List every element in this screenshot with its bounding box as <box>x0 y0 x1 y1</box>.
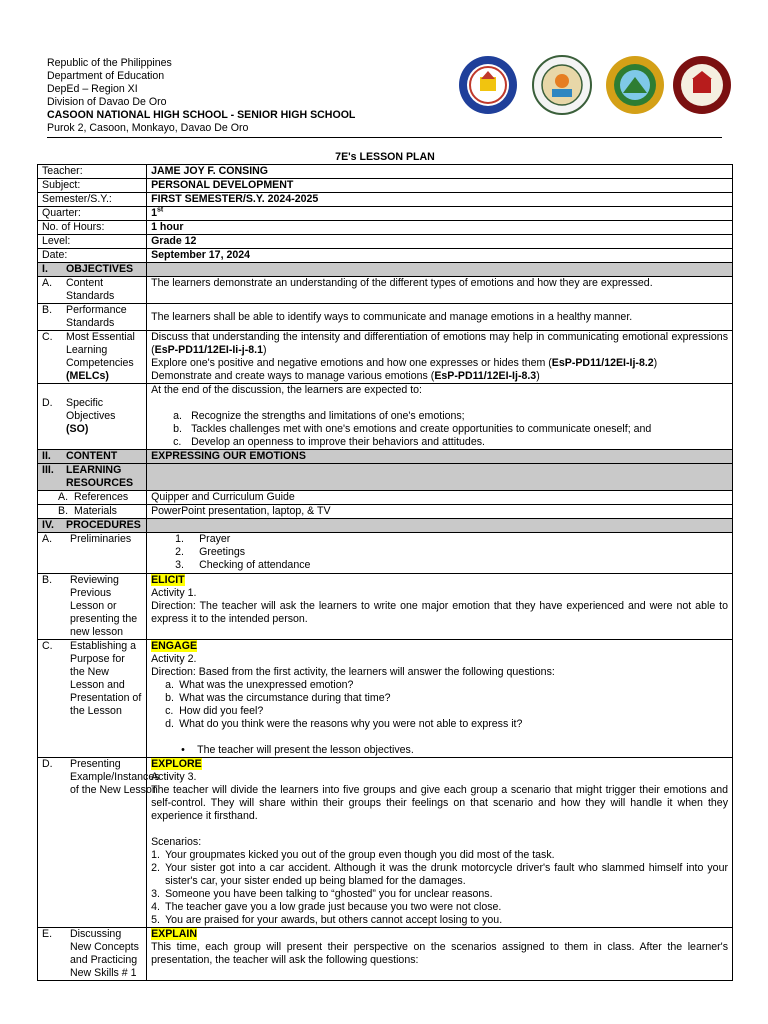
melc-1: Discuss that understanding the intensity and differentiation of emotions may help in communicating emotional expressions (EsP-PD11/12EI-Ii-j-8.1) <box>151 331 728 356</box>
lesson-plan-table <box>37 164 733 981</box>
list-item: 1. Prayer <box>175 533 231 545</box>
activity-label: Activity 1. <box>151 587 197 599</box>
row-label: C. Establishing a Purpose for the New Lesson and Presentation of the Lesson <box>38 640 147 758</box>
header-text <box>47 57 355 135</box>
section-heading: IV. PROCEDURES <box>38 519 147 533</box>
section-heading-blank <box>147 263 733 277</box>
list-item: a. What was the unexpressed emotion? <box>165 679 354 691</box>
scenarios-label: Scenarios: <box>151 836 202 848</box>
header-school: CASOON NATIONAL HIGH SCHOOL - SENIOR HIGH SCHOOL <box>47 109 356 121</box>
section-header-resources <box>38 464 733 491</box>
table-row-materials <box>38 505 733 519</box>
info-label: Level: <box>38 235 147 249</box>
info-value: JAME JOY F. CONSING <box>147 165 733 179</box>
row-label: A. References <box>38 491 147 505</box>
section-heading: III. LEARNING RESOURCES <box>38 464 147 491</box>
row-label: E. Discussing New Concepts and Practicing New Skills # 1 <box>38 928 147 981</box>
row-label: A. Preliminaries <box>38 533 147 574</box>
row-label: B. Performance Standards <box>38 304 147 331</box>
header-department: Department of Education <box>47 70 165 82</box>
melc-3: Demonstrate and create ways to manage various emotions (EsP-PD11/12EI-Ij-8.3) <box>151 370 540 382</box>
activity-label: Activity 2. <box>151 653 197 665</box>
table-row-preliminaries <box>38 533 733 574</box>
table-row-semester <box>38 193 733 207</box>
info-label: No. of Hours: <box>38 221 147 235</box>
row-content: Quipper and Curriculum Guide <box>147 491 733 505</box>
row-content <box>147 533 733 574</box>
table-row-content-standards <box>38 277 733 304</box>
row-content <box>147 758 733 928</box>
info-label: Quarter: <box>38 207 147 221</box>
content-value: EXPRESSING OUR EMOTIONS <box>147 450 733 464</box>
deped-seal-icon <box>458 55 518 115</box>
row-content <box>147 574 733 640</box>
table-row-reviewing <box>38 574 733 640</box>
header-divider <box>47 137 722 138</box>
row-label: B. Materials <box>38 505 147 519</box>
table-row-references <box>38 491 733 505</box>
row-content: PowerPoint presentation, laptop, & TV <box>147 505 733 519</box>
row-label: A. Content Standards <box>38 277 147 304</box>
list-item: • The teacher will present the lesson objectives. <box>181 744 414 756</box>
list-item: a. Recognize the strengths and limitations of one's emotions; <box>173 410 465 422</box>
list-item: 5. You are praised for your awards, but others cannot accept losing to you. <box>151 914 503 926</box>
section-heading-blank <box>147 464 733 491</box>
quarter-number: 1 <box>151 207 157 219</box>
objectives-intro: At the end of the discussion, the learners are expected to: <box>151 384 422 396</box>
list-item: 1. Your groupmates kicked you out of the group even though you did most of the task. <box>151 849 555 861</box>
section-heading: I. OBJECTIVES <box>38 263 147 277</box>
activity-text: This time, each group will present their perspective on the scenarios assigned to them in class. After the learner's presentation, the teacher will ask the following questions: <box>151 941 728 966</box>
info-label: Semester/S.Y.: <box>38 193 147 207</box>
header-division: Division of Davao De Oro <box>47 96 167 108</box>
table-row-specific-objectives <box>38 384 733 450</box>
table-row-hours <box>38 221 733 235</box>
info-value: 1 hour <box>147 221 733 235</box>
row-content: The learners shall be able to identify ways to communicate and manage emotions in a healthy manner. <box>147 304 733 331</box>
phase-badge-explain: EXPLAIN <box>151 928 198 940</box>
list-item: c. How did you feel? <box>165 705 264 717</box>
bullet-icon: • <box>181 744 185 756</box>
row-label: C. Most Essential Learning Competencies (MELCs) <box>38 331 147 384</box>
section-header-procedures <box>38 519 733 533</box>
row-label: B. Reviewing Previous Lesson or presenting the new lesson <box>38 574 147 640</box>
table-row-date <box>38 249 733 263</box>
division-davao-de-oro-seal-icon <box>605 55 665 115</box>
list-item: b. Tackles challenges met with one's emotions and create opportunities to communicate oneself; and <box>173 423 652 435</box>
row-content <box>147 384 733 450</box>
lesson-plan-title: 7E's LESSON PLAN <box>335 151 435 163</box>
list-item: 3. Someone you have been talking to “ghosted” you for unclear reasons. <box>151 888 493 900</box>
deped-region-xi-seal-icon <box>532 55 592 115</box>
row-label: D. Presenting Example/Instances of the New Lesson <box>38 758 147 928</box>
table-row-performance-standards <box>38 304 733 331</box>
info-label: Teacher: <box>38 165 147 179</box>
phase-badge-elicit: ELICIT <box>151 574 185 586</box>
header-address: Purok 2, Casoon, Monkayo, Davao De Oro <box>47 122 249 134</box>
activity-text: The teacher will divide the learners into five groups and give each group a scenario that might trigger their emotions and self-control. They will share within their groups their feelings on that scenario and how they will handle it when they experience it firsthand. <box>151 784 728 822</box>
info-value: PERSONAL DEVELOPMENT <box>147 179 733 193</box>
list-item: b. What was the circumstance during that time? <box>165 692 391 704</box>
casoon-nhs-seal-icon <box>672 55 732 115</box>
melc-2: Explore one's positive and negative emotions and how one expresses or hides them (EsP-PD11/12EI-Ij-8.2) <box>151 357 658 369</box>
phase-badge-explore: EXPLORE <box>151 758 202 770</box>
activity-label: Activity 3. <box>151 771 197 783</box>
list-item: c. Develop an openness to improve their behaviors and attitudes. <box>173 436 485 448</box>
row-content <box>147 331 733 384</box>
row-content <box>147 640 733 758</box>
list-item: 2. Your sister got into a car accident. Although it was the drunk motorcycle driver's fault who slammed himself into your sister's car, your sister ended up being blamed for the damages. <box>151 862 728 887</box>
table-row-level <box>38 235 733 249</box>
table-row-establishing <box>38 640 733 758</box>
section-header-objectives <box>38 263 733 277</box>
section-heading-blank <box>147 519 733 533</box>
row-label: D. Specific Objectives (SO) <box>38 384 147 450</box>
info-label: Date: <box>38 249 147 263</box>
table-row-subject <box>38 179 733 193</box>
header-region: DepEd – Region XI <box>47 83 138 95</box>
table-row-quarter <box>38 207 733 221</box>
list-item: 2. Greetings <box>175 546 246 558</box>
list-item: 3. Checking of attendance <box>175 559 311 571</box>
activity-direction: Direction: Based from the first activity, the learners will answer the following questions: <box>151 666 555 678</box>
table-row-teacher <box>38 165 733 179</box>
table-row-melcs <box>38 331 733 384</box>
info-value: FIRST SEMESTER/S.Y. 2024-2025 <box>147 193 733 207</box>
list-item: d. What do you think were the reasons why you were not able to express it? <box>165 718 523 730</box>
activity-direction: Direction: The teacher will ask the learners to write one major emotion that they have experienced and were not able to express it to the intended person. <box>151 600 728 625</box>
row-content: The learners demonstrate an understanding of the different types of emotions and how they are expressed. <box>147 277 733 304</box>
info-value <box>147 207 733 221</box>
row-content <box>147 928 733 981</box>
section-header-content <box>38 450 733 464</box>
phase-badge-engage: ENGAGE <box>151 640 198 652</box>
info-value: September 17, 2024 <box>147 249 733 263</box>
quarter-suffix: st <box>157 206 164 214</box>
table-row-presenting <box>38 758 733 928</box>
info-value: Grade 12 <box>147 235 733 249</box>
list-item: 4. The teacher gave you a low grade just because you two were not close. <box>151 901 502 913</box>
table-row-discussing <box>38 928 733 981</box>
header-republic: Republic of the Philippines <box>47 57 172 69</box>
section-heading: II. CONTENT <box>38 450 147 464</box>
info-label: Subject: <box>38 179 147 193</box>
